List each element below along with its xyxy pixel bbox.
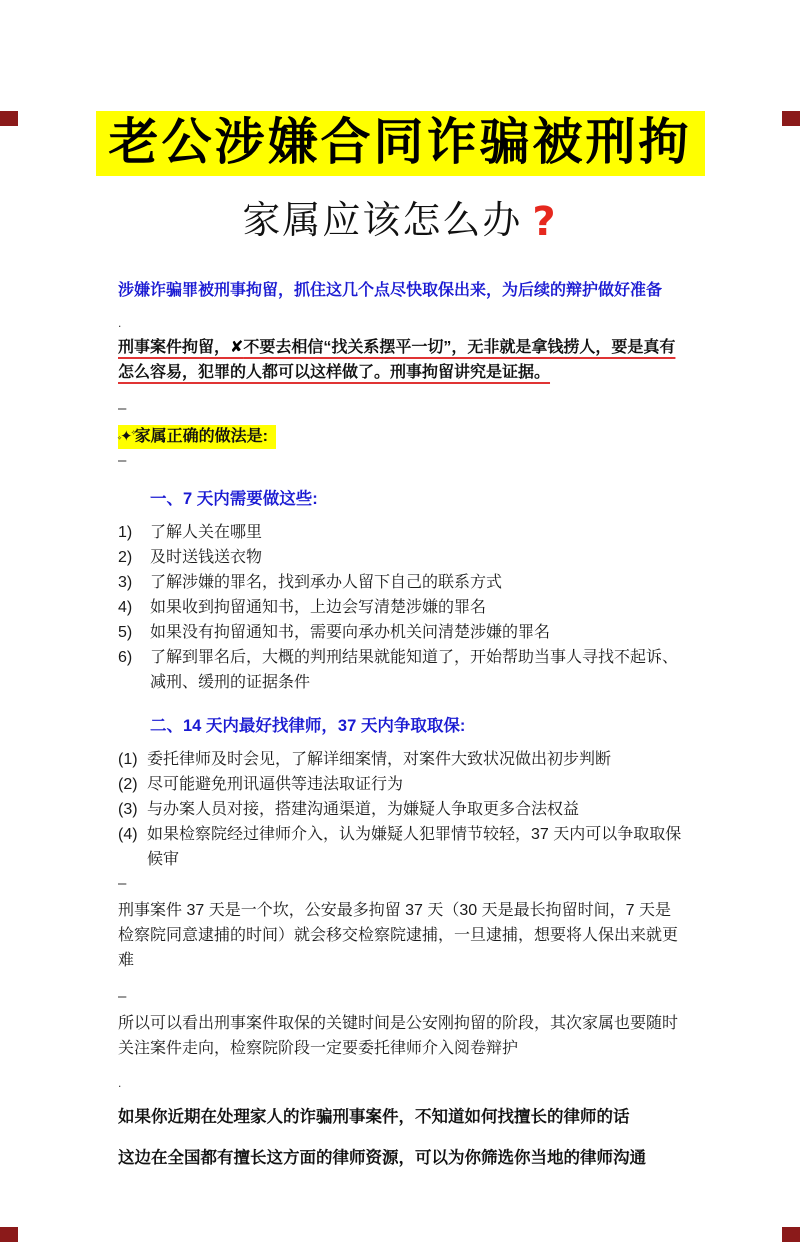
title-block	[0, 111, 800, 176]
dash-separator-3: –	[118, 875, 127, 892]
list-item-marker: 5)	[118, 624, 133, 641]
highlight-label-wrap	[118, 425, 276, 449]
warning-prefix: 刑事案件拘留，	[118, 339, 231, 356]
warning-paragraph	[118, 335, 686, 385]
list-item	[118, 797, 686, 822]
highlight-label: 家属正确的做法是:	[134, 428, 268, 445]
list-item-marker: 1)	[118, 524, 133, 541]
list-item-text: 委托律师及时会见，了解详细案情，对案件大致状况做出初步判断	[147, 751, 612, 768]
dash-separator-4: –	[118, 988, 127, 1005]
corner-mark-top-right	[782, 111, 800, 126]
footer-bold-line-1: 如果你近期在处理家人的诈骗刑事案件，不知道如何找擅长的律师的话	[118, 1108, 630, 1126]
list-item-text: 及时送钱送衣物	[150, 549, 263, 566]
dash-separator-1: –	[118, 400, 127, 417]
highlight-line	[118, 425, 686, 449]
list-item-marker: 4)	[118, 599, 133, 616]
body-paragraph-2: 所以可以看出刑事案件取保的关键时间是公安刚拘留的阶段，其次家属也要随时关注案件走向，检察院阶段一定要委托律师介入阅卷辩护	[118, 1015, 679, 1057]
section2-heading: 二、14 天内最好找律师，37 天内争取取保:	[150, 717, 466, 735]
list-item-text: 如果收到拘留通知书，上边会写清楚涉嫌的罪名	[150, 599, 487, 616]
list-item-text: 与办案人员对接，搭建沟通渠道，为嫌疑人争取更多合法权益	[147, 801, 580, 818]
list-item	[118, 747, 686, 772]
list-item	[118, 772, 686, 797]
subtitle-line	[0, 200, 800, 244]
list-item	[118, 520, 686, 545]
list-item	[118, 595, 686, 620]
warning-rest: 不要去相信“找关系摆平一切”，无非就是拿钱捞人，要是真有怎么容易，犯罪的人都可以这样做了。刑事拘留讲究是证据。	[118, 339, 676, 381]
list-item-text: 如果检察院经过律师介入，认为嫌疑人犯罪情节较轻，37 天内可以争取取保候审	[147, 826, 682, 868]
list-item-text: 如果没有拘留通知书，需要向承办机关问清楚涉嫌的罪名	[150, 624, 551, 641]
list-item-marker: (4)	[118, 826, 138, 843]
list-item-marker: (2)	[118, 776, 138, 793]
list-item	[118, 570, 686, 595]
question-mark-icon: ?	[532, 199, 558, 245]
list-item-marker: (3)	[118, 801, 138, 818]
section1-list	[118, 520, 686, 695]
cross-icon: ✘	[230, 339, 244, 356]
dot-separator-2: .	[118, 1076, 122, 1090]
list-item-marker: 3)	[118, 574, 133, 591]
footer-bold-line-2: 这边在全国都有擅长这方面的律师资源，可以为你筛选你当地的律师沟通	[118, 1149, 646, 1167]
dash-separator-2: –	[118, 452, 127, 469]
corner-mark-bottom-right	[782, 1227, 800, 1242]
subtitle-text: 家属应该怎么办	[242, 200, 523, 242]
list-item-text: 了解涉嫌的罪名，找到承办人留下自己的联系方式	[150, 574, 503, 591]
document-body	[118, 280, 686, 1170]
section2-list	[118, 747, 686, 872]
dot-separator-1: .	[118, 316, 122, 330]
list-item	[118, 545, 686, 570]
body-paragraph-1: 刑事案件 37 天是一个坎，公安最多拘留 37 天（30 天是最长拘留时间，7 天是检察院同意逮捕的时间）就会移交检察院逮捕，一旦逮捕，想要将人保出来就更难	[118, 902, 679, 969]
page-title: 老公涉嫌合同诈骗被刑拘	[96, 111, 705, 176]
lead-paragraph: 涉嫌诈骗罪被刑事拘留，抓住这几个点尽快取保出来，为后续的辩护做好准备	[118, 282, 663, 299]
list-item	[118, 645, 686, 695]
sparkle-icon: ✧ ✦ ✧	[120, 426, 133, 448]
list-item-marker: 2)	[118, 549, 133, 566]
list-item-marker: 6)	[118, 649, 133, 666]
list-item-marker: (1)	[118, 751, 138, 768]
corner-mark-bottom-left	[0, 1227, 18, 1242]
list-item	[118, 822, 686, 872]
list-item-text: 了解到罪名后，大概的判刑结果就能知道了，开始帮助当事人寻找不起诉、减刑、缓刑的证据条件	[150, 649, 679, 691]
list-item-text: 了解人关在哪里	[150, 524, 263, 541]
list-item-text: 尽可能避免刑讯逼供等违法取证行为	[147, 776, 404, 793]
section1-heading: 一、7 天内需要做这些:	[150, 490, 318, 508]
corner-mark-top-left	[0, 111, 18, 126]
list-item	[118, 620, 686, 645]
